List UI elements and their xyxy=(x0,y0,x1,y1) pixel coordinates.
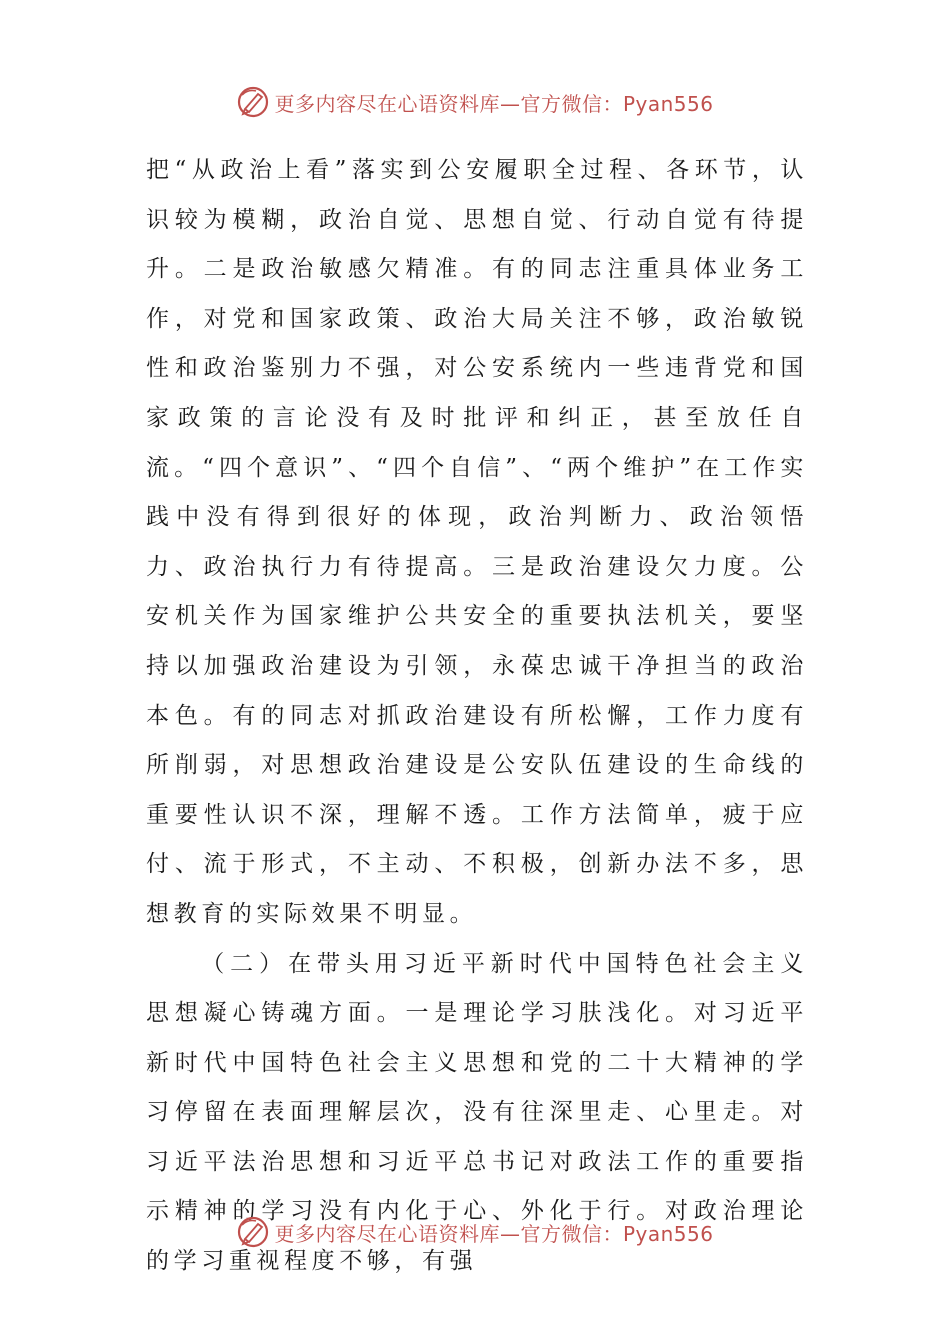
watermark-text: 更多内容尽在心语资料库—官方微信：Pyan556 xyxy=(274,1221,714,1246)
pen-circle-logo-icon xyxy=(236,1215,270,1249)
document-body xyxy=(146,146,808,1287)
paragraph-section-two: （二）在带头用习近平新时代中国特色社会主义思想凝心铸魂方面。一是理论学习肤浅化。对习近平新时代中国特色社会主义思想和党的二十大精神的学习停留在表面理解层次，没有往深里走、心里走。对习近平法治思想和习近平总书记对政法工作的重要指示精神的学习没有内化于心、外化于行。对政治理论的学习重视程度不够，有强 xyxy=(146,950,808,1275)
paragraph-continued: 把“从政治上看”落实到公安履职全过程、各环节，认识较为模糊，政治自觉、思想自觉、行动自觉有待提升。二是政治敏感欠精准。有的同志注重具体业务工作，对党和国家政策、政治大局关注不够，政治敏锐性和政治鉴别力不强，对公安系统内一些违背党和国家政策的言论没有及时批评和纠正，甚至放任自流。“四个意识”、“四个自信”、“两个维护”在工作实践中没有得到很好的体现，政治判断力、政治领悟力、政治执行力有待提高。三是政治建设欠力度。公安机关作为国家维护公共安全的重要执法机关，要坚持以加强政治建设为引领，永葆忠诚干净担当的政治本色。有的同志对抓政治建设有所松懈，工作力度有所削弱，对思想政治建设是公安队伍建设的生命线的重要性认识不深，理解不透。工作方法简单，疲于应付、流于形式，不主动、不积极，创新办法不多，思想教育的实际效果不明显。 xyxy=(146,157,808,927)
footer-watermark xyxy=(0,1212,950,1252)
watermark-text: 更多内容尽在心语资料库—官方微信：Pyan556 xyxy=(274,91,714,116)
header-watermark xyxy=(0,82,950,122)
pen-circle-logo-icon xyxy=(236,85,270,119)
